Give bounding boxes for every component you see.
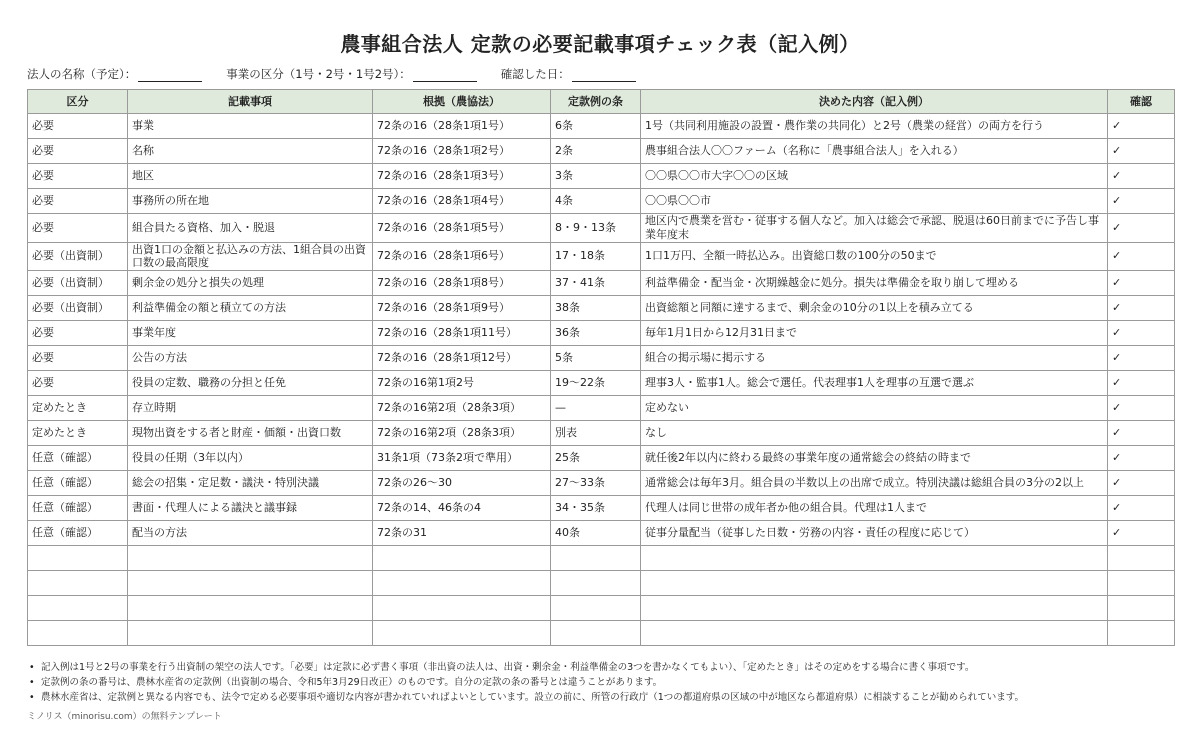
note-item: • 定款例の条の番号は、農林水産省の定款例（出資制の場合、令和5年3月29日改正）のものです。自分の定款の条の番号とは違うことがあります。 <box>27 675 1177 690</box>
cell-content: 就任後2年以内に終わる最終の事業年度の通常総会の終結の時まで <box>641 446 1108 471</box>
cell-content: 組合の掲示場に掲示する <box>641 346 1108 371</box>
document-title: 農事組合法人 定款の必要記載事項チェック表（記入例） <box>340 32 860 56</box>
cell-category: 定めたとき <box>28 396 128 421</box>
cell-basis: 72条の16第2項（28条3項） <box>373 421 551 446</box>
table-body <box>28 114 1175 646</box>
cell-item: 役員の定数、職務の分担と任免 <box>128 371 373 396</box>
cell-article <box>551 621 641 646</box>
cell-category <box>28 546 128 571</box>
cell-content: 1号（共同利用施設の設置・農作業の共同化）と2号（農業の経営）の両方を行う <box>641 114 1108 139</box>
cell-category: 必要（出資制） <box>28 271 128 296</box>
business-type-field[interactable] <box>226 66 477 82</box>
cell-article <box>551 546 641 571</box>
header-content: 決めた内容（記入例） <box>641 90 1108 114</box>
cell-basis: 72条の31 <box>373 521 551 546</box>
cell-category: 必要 <box>28 214 128 243</box>
confirm-date-blank[interactable] <box>572 69 636 82</box>
cell-article: 25条 <box>551 446 641 471</box>
header-item: 記載事項 <box>128 90 373 114</box>
footer-credit: ミノリス（minorisu.com）の無料テンプレート <box>27 712 222 722</box>
cell-check[interactable]: ✓ <box>1108 139 1175 164</box>
business-type-blank[interactable] <box>413 69 477 82</box>
business-type-label: 事業の区分（1号・2号・1号2号）： <box>226 67 411 81</box>
cell-article: 38条 <box>551 296 641 321</box>
cell-basis: 72条の16（28条1項1号） <box>373 114 551 139</box>
cell-article: — <box>551 396 641 421</box>
cell-check[interactable]: ✓ <box>1108 114 1175 139</box>
cell-check[interactable]: ✓ <box>1108 521 1175 546</box>
cell-category: 任意（確認） <box>28 521 128 546</box>
cell-item <box>128 571 373 596</box>
cell-content <box>641 546 1108 571</box>
cell-category: 必要 <box>28 321 128 346</box>
cell-content: 1口1万円、全額一時払込み。出資総口数の100分の50まで <box>641 242 1108 271</box>
note-item: • 農林水産省は、定款例と異なる内容でも、法令で定める必要事項や適切な内容が書かれていればよいとしています。設立の前に、所管の行政庁（1つの都道府県の区域の中が地区なら都道府県）に相談することが勧められています。 <box>27 690 1177 705</box>
corp-name-field[interactable] <box>27 66 202 82</box>
cell-content: 〇〇県〇〇市大字〇〇の区域 <box>641 164 1108 189</box>
cell-content: なし <box>641 421 1108 446</box>
cell-content: 出資総額と同額に達するまで、剰余金の10分の1以上を積み立てる <box>641 296 1108 321</box>
cell-article: 19〜22条 <box>551 371 641 396</box>
header-article: 定款例の条 <box>551 90 641 114</box>
cell-check[interactable]: ✓ <box>1108 321 1175 346</box>
cell-item: 総会の招集・定足数・議決・特別決議 <box>128 471 373 496</box>
confirm-date-field[interactable] <box>501 66 636 82</box>
table-row <box>28 321 1175 346</box>
cell-item: 事務所の所在地 <box>128 189 373 214</box>
cell-item: 事業年度 <box>128 321 373 346</box>
cell-basis <box>373 546 551 571</box>
cell-item: 役員の任期（3年以内） <box>128 446 373 471</box>
cell-article <box>551 596 641 621</box>
header-basis: 根拠（農協法） <box>373 90 551 114</box>
cell-category <box>28 596 128 621</box>
cell-check[interactable]: ✓ <box>1108 496 1175 521</box>
cell-article: 37・41条 <box>551 271 641 296</box>
cell-category: 必要（出資制） <box>28 242 128 271</box>
table-row <box>28 242 1175 271</box>
table-row <box>28 214 1175 243</box>
cell-article: 8・9・13条 <box>551 214 641 243</box>
cell-article: 5条 <box>551 346 641 371</box>
cell-category: 必要 <box>28 189 128 214</box>
cell-content <box>641 621 1108 646</box>
table-row <box>28 114 1175 139</box>
table-row <box>28 621 1175 646</box>
table-row <box>28 546 1175 571</box>
cell-basis: 72条の16（28条1項11号） <box>373 321 551 346</box>
cell-content: 代理人は同じ世帯の成年者か他の組合員。代理は1人まで <box>641 496 1108 521</box>
cell-check[interactable] <box>1108 596 1175 621</box>
cell-basis: 72条の16（28条1項8号） <box>373 271 551 296</box>
cell-basis: 72条の16（28条1項9号） <box>373 296 551 321</box>
corp-name-label: 法人の名称（予定）： <box>27 67 137 81</box>
cell-basis <box>373 621 551 646</box>
table-row <box>28 446 1175 471</box>
cell-item: 名称 <box>128 139 373 164</box>
table-row <box>28 521 1175 546</box>
cell-category: 必要 <box>28 139 128 164</box>
cell-check[interactable]: ✓ <box>1108 271 1175 296</box>
cell-article: 3条 <box>551 164 641 189</box>
cell-basis: 72条の26〜30 <box>373 471 551 496</box>
cell-check[interactable]: ✓ <box>1108 164 1175 189</box>
cell-item: 事業 <box>128 114 373 139</box>
cell-content <box>641 571 1108 596</box>
cell-item: 組合員たる資格、加入・脱退 <box>128 214 373 243</box>
cell-article: 36条 <box>551 321 641 346</box>
cell-item: 剰余金の処分と損失の処理 <box>128 271 373 296</box>
cell-content: 定めない <box>641 396 1108 421</box>
cell-category <box>28 621 128 646</box>
cell-item: 配当の方法 <box>128 521 373 546</box>
confirm-date-label: 確認した日： <box>500 67 570 81</box>
cell-item <box>128 546 373 571</box>
table-header-row <box>28 90 1175 114</box>
cell-article: 40条 <box>551 521 641 546</box>
cell-article: 2条 <box>551 139 641 164</box>
cell-category: 定めたとき <box>28 421 128 446</box>
cell-item: 出資1口の金額と払込みの方法、1組合員の出資口数の最高限度 <box>128 242 373 271</box>
table-row <box>28 421 1175 446</box>
cell-item: 現物出資をする者と財産・価額・出資口数 <box>128 421 373 446</box>
cell-check[interactable] <box>1108 546 1175 571</box>
notes-list <box>27 660 1177 705</box>
cell-check[interactable]: ✓ <box>1108 421 1175 446</box>
cell-check[interactable]: ✓ <box>1108 189 1175 214</box>
cell-item <box>128 596 373 621</box>
cell-basis: 72条の16（28条1項3号） <box>373 164 551 189</box>
cell-content: 利益準備金・配当金・次期繰越金に処分。損失は準備金を取り崩して埋める <box>641 271 1108 296</box>
cell-check[interactable]: ✓ <box>1108 446 1175 471</box>
cell-basis: 72条の16（28条1項6号） <box>373 242 551 271</box>
cell-category: 任意（確認） <box>28 471 128 496</box>
cell-content: 理事3人・監事1人。総会で選任。代表理事1人を理事の互選で選ぶ <box>641 371 1108 396</box>
cell-article: 17・18条 <box>551 242 641 271</box>
cell-category: 任意（確認） <box>28 446 128 471</box>
cell-content: 従事分量配当（従事した日数・労務の内容・責任の程度に応じて） <box>641 521 1108 546</box>
corp-name-blank[interactable] <box>138 69 202 82</box>
cell-basis: 72条の16（28条1項12号） <box>373 346 551 371</box>
cell-check[interactable]: ✓ <box>1108 396 1175 421</box>
cell-basis: 72条の16第1項2号 <box>373 371 551 396</box>
header-check: 確認 <box>1108 90 1175 114</box>
table-row <box>28 396 1175 421</box>
cell-item: 書面・代理人による議決と議事録 <box>128 496 373 521</box>
cell-article: 4条 <box>551 189 641 214</box>
cell-article: 27〜33条 <box>551 471 641 496</box>
cell-item: 公告の方法 <box>128 346 373 371</box>
cell-category: 必要（出資制） <box>28 296 128 321</box>
table-row <box>28 371 1175 396</box>
cell-item: 地区 <box>128 164 373 189</box>
cell-basis <box>373 596 551 621</box>
cell-content: 〇〇県〇〇市 <box>641 189 1108 214</box>
cell-basis: 72条の16（28条1項4号） <box>373 189 551 214</box>
cell-item: 存立時期 <box>128 396 373 421</box>
cell-article: 34・35条 <box>551 496 641 521</box>
cell-item: 利益準備金の額と積立ての方法 <box>128 296 373 321</box>
table-row <box>28 346 1175 371</box>
cell-check[interactable]: ✓ <box>1108 371 1175 396</box>
cell-basis: 72条の16第2項（28条3項） <box>373 396 551 421</box>
cell-content <box>641 596 1108 621</box>
table-row <box>28 296 1175 321</box>
cell-content: 毎年1月1日から12月31日まで <box>641 321 1108 346</box>
table-row <box>28 271 1175 296</box>
cell-check[interactable]: ✓ <box>1108 346 1175 371</box>
cell-category: 任意（確認） <box>28 496 128 521</box>
cell-check[interactable]: ✓ <box>1108 242 1175 271</box>
cell-basis: 72条の16（28条1項5号） <box>373 214 551 243</box>
table-row <box>28 571 1175 596</box>
table-row <box>28 139 1175 164</box>
note-item: • 記入例は1号と2号の事業を行う出資制の架空の法人です。「必要」は定款に必ず書く事項（非出資の法人は、出資・剰余金・利益準備金の3つを書かなくてもよい）、「定めたとき」はその定めをする場合に書く事項です。 <box>27 660 1177 675</box>
table-row <box>28 164 1175 189</box>
cell-check[interactable]: ✓ <box>1108 471 1175 496</box>
cell-article: 6条 <box>551 114 641 139</box>
cell-check[interactable] <box>1108 571 1175 596</box>
header-category: 区分 <box>28 90 128 114</box>
cell-article: 別表 <box>551 421 641 446</box>
meta-line <box>27 66 636 82</box>
checklist-table <box>27 89 1175 646</box>
cell-basis: 72条の16（28条1項2号） <box>373 139 551 164</box>
cell-item <box>128 621 373 646</box>
table-row <box>28 471 1175 496</box>
table-row <box>28 596 1175 621</box>
cell-category: 必要 <box>28 164 128 189</box>
cell-category: 必要 <box>28 114 128 139</box>
cell-content: 通常総会は毎年3月。組合員の半数以上の出席で成立。特別決議は総組合員の3分の2以上 <box>641 471 1108 496</box>
cell-category: 必要 <box>28 346 128 371</box>
table-row <box>28 189 1175 214</box>
cell-content: 農事組合法人〇〇ファーム（名称に「農事組合法人」を入れる） <box>641 139 1108 164</box>
cell-article <box>551 571 641 596</box>
cell-basis: 72条の14、46条の4 <box>373 496 551 521</box>
cell-check[interactable] <box>1108 621 1175 646</box>
cell-basis <box>373 571 551 596</box>
cell-basis: 31条1項（73条2項で準用） <box>373 446 551 471</box>
cell-content: 地区内で農業を営む・従事する個人など。加入は総会で承認、脱退は60日前までに予告し事業年度末 <box>641 214 1108 243</box>
cell-check[interactable]: ✓ <box>1108 296 1175 321</box>
cell-category <box>28 571 128 596</box>
cell-check[interactable]: ✓ <box>1108 214 1175 243</box>
cell-category: 必要 <box>28 371 128 396</box>
table-row <box>28 496 1175 521</box>
